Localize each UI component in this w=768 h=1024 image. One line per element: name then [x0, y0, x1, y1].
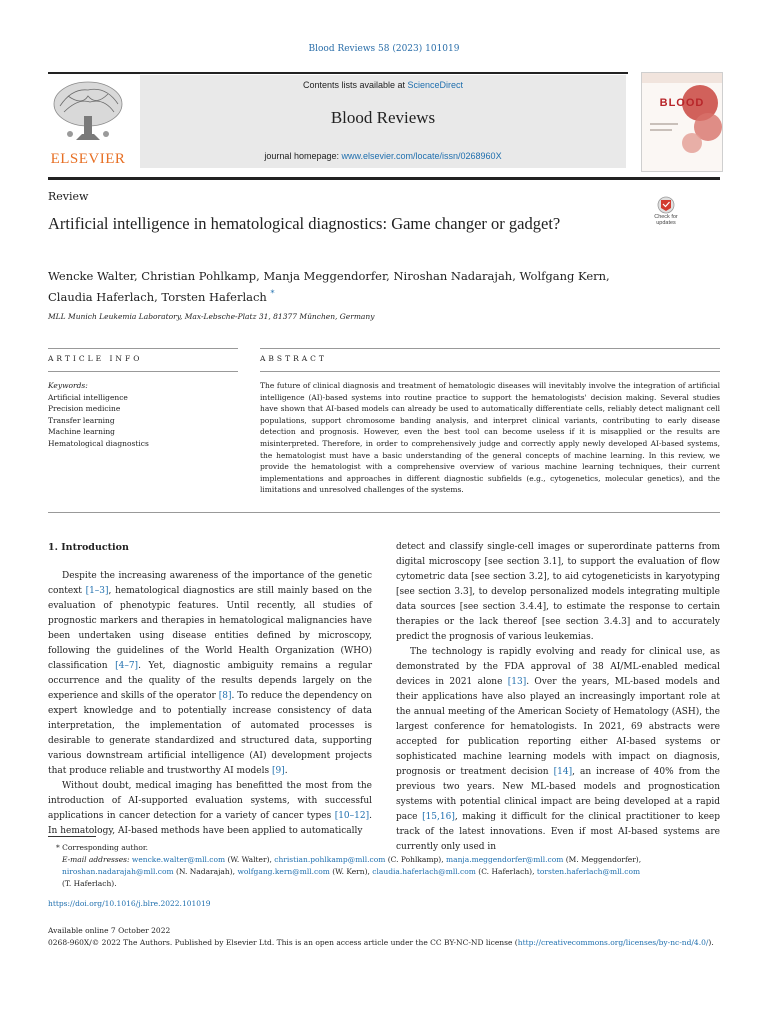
reference-link[interactable]: [14] [553, 767, 573, 777]
email-link[interactable]: wencke.walter@mll.com [131, 855, 226, 864]
article-info-heading: ARTICLE INFO [48, 354, 143, 363]
paragraph-text: The technology is rapidly evolving and ready for clinical use, as demonstrated by the FDA approval of 38 AI/ML-enabled medical devices in 2021 alone [396, 647, 720, 687]
email-owner: (N. Nadarajah), [173, 867, 238, 876]
intro-paragraph-2 [48, 779, 372, 839]
journal-citation[interactable]: Blood Reviews 58 (2023) 101019 [308, 44, 460, 54]
cover-art-icon [642, 73, 722, 171]
abstract-bottom-rule [48, 512, 720, 513]
license-text: ). [708, 938, 714, 947]
elsevier-tree-icon [48, 76, 128, 148]
intro-paragraph-4 [396, 645, 720, 855]
keyword-item: Transfer learning [48, 415, 115, 425]
abstract-rule [260, 348, 720, 349]
license-text: 0268-960X/© 2022 The Authors. Published by Elsevier Ltd. This is an open access article under the CC BY-NC-ND license ( [48, 938, 518, 947]
contents-line [140, 80, 626, 90]
homepage-line [140, 151, 626, 161]
check-updates-icon [646, 196, 686, 216]
keyword-item: Hematological diagnostics [48, 438, 149, 448]
body-left-column [48, 569, 372, 839]
intro-paragraph-3: detect and classify single-cell images or superordinate patterns from digital microscopy [see section 3.1], to support the evaluation of flow cytometric data [see section 3.2], to aid cytogeneticists in karyotyping [see section 3.3], to develop personalized models integrating multiple data sources [see section 3.4.4], to estimate the response to certain therapies or the lack thereof [see section 3.4.3] and to accurately predict the prognosis of various leukemias. [396, 542, 720, 642]
paragraph-text: , making it difficult for the clinical practitioner to keep track of the latest innovations. Even if most AI-based systems are currently only used in [396, 812, 721, 852]
email-link[interactable]: christian.pohlkamp@mll.com [274, 855, 386, 864]
email-link[interactable]: manja.meggendorfer@mll.com [446, 855, 564, 864]
reference-link[interactable]: [1–3] [85, 586, 109, 596]
reference-link[interactable]: [9] [271, 766, 285, 776]
paragraph-text: . Over the years, ML-based models and their applications have also played an increasingly important role at the annual meeting of the American Society of Hematology (ASH), the largest conference for hematologists. In 2021, 69 abstracts were accepted for publication reporting either AI-based systems or sophisticated machine learning models with impact on diagnosis, prognosis or treatment decision [396, 677, 720, 777]
license-link[interactable]: http://creativecommons.org/licenses/by-nc-nd/4.0/ [517, 938, 709, 947]
reference-link[interactable]: [15,16] [422, 812, 455, 822]
reference-link[interactable]: [8] [218, 691, 232, 701]
email-link[interactable]: niroshan.nadarajah@mll.com [62, 867, 174, 876]
footnotes [48, 842, 720, 890]
available-online: Available online 7 October 2022 [48, 926, 171, 935]
license-statement [48, 937, 720, 949]
keywords-block [48, 380, 238, 449]
abstract-heading: ABSTRACT [260, 354, 327, 363]
publication-info [48, 925, 720, 949]
keyword-item: Machine learning [48, 427, 115, 436]
journal-cover-thumbnail[interactable] [641, 72, 723, 172]
cover-title: BLOOD [659, 97, 705, 109]
email-owner: (C. Haferlach), [475, 867, 537, 876]
doi-link[interactable]: https://doi.org/10.1016/j.blre.2022.101019 [48, 899, 211, 908]
paragraph-text: . [284, 766, 288, 776]
footnote-rule [48, 836, 96, 837]
keywords-label: Keywords: [48, 381, 88, 390]
paragraph-text: . Yet, diagnostic ambiguity remains a regular occurrence and the quality of the results depends largely on the experience and skills of the operator [48, 661, 372, 701]
keyword-item: Precision medicine [48, 404, 121, 413]
paragraph-text: Without doubt, medical imaging has benefitted the most from the introduction of AI-supported evaluation systems, with successful applications in cancer detection for a variety of cancer types [48, 781, 372, 821]
elsevier-logo[interactable] [48, 76, 128, 168]
section-heading-introduction: 1. Introduction [48, 542, 129, 553]
email-link[interactable]: torsten.haferlach@mll.com [536, 867, 641, 876]
author-list [48, 268, 708, 306]
email-link[interactable]: wolfgang.kern@mll.com [237, 867, 330, 876]
corresponding-author-mark[interactable]: * [270, 289, 275, 298]
reference-link[interactable]: [10–12] [334, 811, 370, 821]
email-owner: (W. Walter), [225, 855, 275, 864]
homepage-prefix: journal homepage: [264, 151, 342, 161]
article-type: Review [48, 190, 89, 203]
paragraph-text: . In hematology, AI-based methods have been applied to automatically [48, 811, 372, 836]
email-owner: (T. Haferlach). [62, 879, 117, 888]
article-info-rule-2 [48, 371, 238, 372]
paragraph-text: , an increase of 40% from the previous two years. New ML-based models and prognostication systems with potential clinical impact are being developed at a rapid pace [396, 767, 720, 822]
contents-prefix: Contents lists available at [302, 80, 408, 90]
paragraph-text: . To reduce the dependency on expert knowledge and to potentially increase consistency of data interpretation, the implementation of automated processes is desirable to generate standardized and structured data, supporting various downstream artificial intelligence (AI) development projects that produce reliable and trustworthy AI models [48, 691, 373, 776]
paragraph-text: Despite the increasing awareness of the importance of the genetic context [48, 571, 372, 596]
email-owner: (C. Pohlkamp), [385, 855, 446, 864]
email-label: E-mail addresses: [62, 855, 132, 864]
email-owner: (W. Kern), [329, 867, 373, 876]
intro-paragraph-1 [48, 569, 372, 779]
paragraph-text: , hematological diagnostics are still mainly based on the evaluation of phenotypic features. Until recently, all studies of prognostic markers and therapies in hematological malignancies have been undertaken using disease entities defined by microscopy, following the guidelines of the World Health Organization (WHO) classification [48, 586, 372, 671]
reference-link[interactable]: [4–7] [115, 661, 139, 671]
email-link[interactable]: claudia.haferlach@mll.com [372, 867, 476, 876]
article-info-rule [48, 348, 238, 349]
reference-link[interactable]: [13] [507, 677, 527, 687]
authors-line-2-text: Claudia Haferlach, Torsten Haferlach [48, 289, 267, 304]
journal-name: Blood Reviews [330, 108, 436, 127]
journal-homepage-link[interactable]: www.elsevier.com/locate/issn/0268960X [341, 151, 502, 161]
sciencedirect-link[interactable]: ScienceDirect [407, 80, 464, 90]
article-title: Artificial intelligence in hematological diagnostics: Game changer or gadget? [48, 214, 561, 233]
affiliation: MLL Munich Leukemia Laboratory, Max-Lebsche-Platz 31, 81377 München, Germany [48, 312, 375, 321]
corresponding-author-note: * Corresponding author. [56, 843, 149, 852]
publisher-name: ELSEVIER [50, 151, 126, 167]
authors-line-1: Wencke Walter, Christian Pohlkamp, Manja Meggendorfer, Niroshan Nadarajah, Wolfgang Kern, [48, 269, 610, 283]
header-bottom-rule [48, 177, 720, 180]
abstract-rule-2 [260, 371, 720, 372]
authors-line-2 [48, 285, 708, 306]
email-addresses [48, 854, 720, 890]
check-for-updates-button[interactable] [646, 196, 686, 234]
email-owner: (M. Meggendorfer), [563, 855, 642, 864]
check-updates-label: Check for updates [654, 214, 678, 226]
abstract-text: The future of clinical diagnosis and treatment of hematologic diseases will inevitably involve the integration of artificial intelligence (AI)-based systems into routine practice to support the hematologists' decision making. Several studies have shown that AI-based models can already be used to automatically differentiate cells, reliably detect malignant cell populations, support chromosome banding analysis, and interpret clinical variants, contributing to early disease detection and prognosis. However, even the best tool can become useless if it is misapplied or the results are misinterpreted. Therefore, in order to comprehensively judge and correctly apply newly developed AI-based systems, the hematologist must have a basic understanding of the general concepts of machine learning. In this review, we provide the hematologist with a comprehensive overview of various machine learning techniques, their current implementations and approaches in different diagnostic subfields (e.g., cytogenetics, molecular genetics), and the limitations and unresolved challenges of the systems. [260, 381, 720, 495]
keyword-item: Artificial intelligence [48, 392, 128, 402]
body-right-column [396, 540, 720, 855]
